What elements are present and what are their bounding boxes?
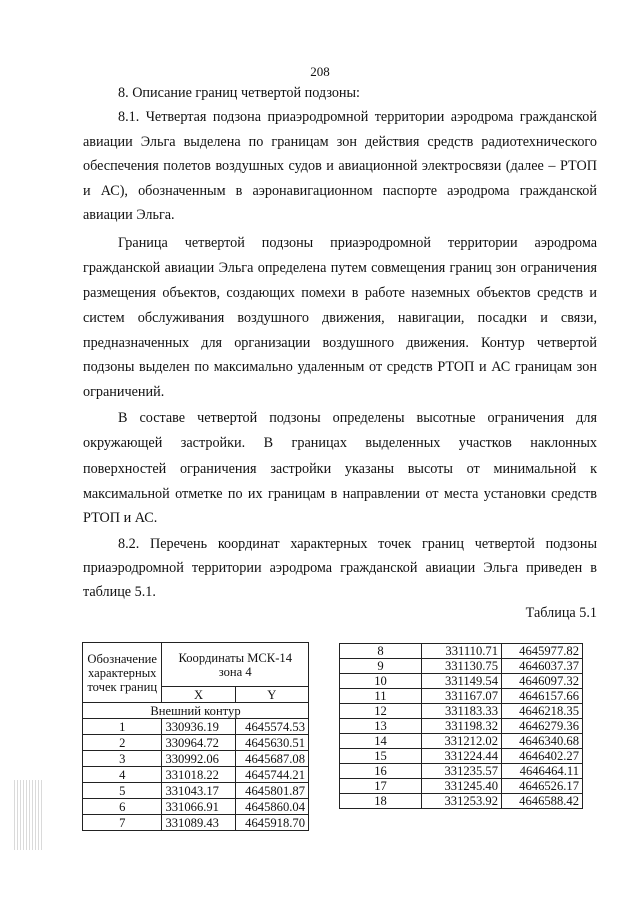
x-coordinate-cell: 331245.40 <box>422 779 502 794</box>
table-row <box>83 799 309 815</box>
point-number-cell: 8 <box>340 644 422 659</box>
coordinates-table-right <box>339 643 583 809</box>
table-row <box>83 815 309 831</box>
point-number-cell: 4 <box>83 767 162 783</box>
y-coordinate-cell: 4645744.21 <box>235 767 308 783</box>
y-coordinate-cell: 4646218.35 <box>502 704 583 719</box>
table-row <box>340 704 583 719</box>
x-coordinate-cell: 331253.92 <box>422 794 502 809</box>
x-coordinate-cell: 331167.07 <box>422 689 502 704</box>
y-coordinate-cell: 4645977.82 <box>502 644 583 659</box>
paragraph-line: предназначенных для организации воздушного движения. Контур четвертой <box>83 335 597 351</box>
x-coordinate-cell: 331212.02 <box>422 734 502 749</box>
y-coordinate-cell: 4646097.32 <box>502 674 583 689</box>
table-row <box>340 779 583 794</box>
x-coordinate-cell: 331018.22 <box>162 767 235 783</box>
table-row <box>83 719 309 735</box>
table-row <box>340 674 583 689</box>
paragraph-line: 8.2. Перечень координат характерных точек границ четвертой подзоны <box>118 536 597 552</box>
table-row <box>340 794 583 809</box>
paragraph-line: РТОП и АС. <box>83 510 158 526</box>
point-number-cell: 15 <box>340 749 422 764</box>
table-row <box>340 719 583 734</box>
y-coordinate-cell: 4645860.04 <box>235 799 308 815</box>
x-coordinate-cell: 331089.43 <box>162 815 235 831</box>
table-row <box>83 767 309 783</box>
paragraph-line: авиации Эльга выделена по границам зон действия средств радиотехнического <box>83 134 597 150</box>
x-coordinate-cell: 330964.72 <box>162 735 235 751</box>
x-coordinate-cell: 330992.06 <box>162 751 235 767</box>
point-number-cell: 17 <box>340 779 422 794</box>
y-coordinate-cell: 4646279.36 <box>502 719 583 734</box>
paragraph-line: поверхностей ограничения застройки указаны высоты от минимальной к <box>83 461 597 477</box>
point-number-cell: 6 <box>83 799 162 815</box>
scan-artifact <box>14 780 42 850</box>
point-number-cell: 10 <box>340 674 422 689</box>
paragraph-line: таблице 5.1. <box>83 584 156 600</box>
y-coordinate-cell: 4645574.53 <box>235 719 308 735</box>
point-number-cell: 11 <box>340 689 422 704</box>
point-number-cell: 18 <box>340 794 422 809</box>
table-row <box>340 644 583 659</box>
y-coordinate-cell: 4645801.87 <box>235 783 308 799</box>
y-coordinate-cell: 4646402.27 <box>502 749 583 764</box>
point-number-cell: 12 <box>340 704 422 719</box>
section-title: 8. Описание границ четвертой подзоны: <box>118 85 360 101</box>
y-coordinate-cell: 4645630.51 <box>235 735 308 751</box>
header-point: Обозначение характерных точек границ <box>83 643 162 703</box>
paragraph-line: окружающей застройки. В границах выделенных участков наклонных <box>83 435 597 451</box>
point-number-cell: 3 <box>83 751 162 767</box>
coordinates-table-left <box>82 642 309 831</box>
paragraph-line: подзоны выделен по максимально удаленным от средств РТОП и АС границам зон <box>83 359 597 375</box>
table-row <box>83 735 309 751</box>
y-coordinate-cell: 4646526.17 <box>502 779 583 794</box>
paragraph-line: и АС), обозначенным в аэронавигационном паспорте аэродрома гражданской <box>83 183 597 199</box>
x-coordinate-cell: 331130.75 <box>422 659 502 674</box>
y-coordinate-cell: 4646588.42 <box>502 794 583 809</box>
paragraph-line: Граница четвертой подзоны приаэродромной территории аэродрома <box>118 235 597 251</box>
point-number-cell: 9 <box>340 659 422 674</box>
x-coordinate-cell: 331235.57 <box>422 764 502 779</box>
y-coordinate-cell: 4645918.70 <box>235 815 308 831</box>
x-coordinate-cell: 331149.54 <box>422 674 502 689</box>
paragraph-line: гражданской авиации Эльга определена путем совмещения границ зон ограничения <box>83 260 597 276</box>
paragraph-line: приаэродромной территории аэродрома гражданской авиации Эльга приведен в <box>83 560 597 576</box>
paragraph-line: В составе четвертой подзоны определены высотные ограничения для <box>118 410 597 426</box>
table-row <box>340 764 583 779</box>
point-number-cell: 1 <box>83 719 162 735</box>
x-coordinate-cell: 331224.44 <box>422 749 502 764</box>
x-coordinate-cell: 331183.33 <box>422 704 502 719</box>
x-coordinate-cell: 330936.19 <box>162 719 235 735</box>
paragraph-line: обеспечения полетов воздушных судов и авиационной электросвязи (далее – РТОП <box>83 158 597 174</box>
paragraph-line: систем обслуживания воздушного движения, навигации, посадки и связи, <box>83 310 597 326</box>
x-coordinate-cell: 331110.71 <box>422 644 502 659</box>
page-number: 208 <box>310 64 330 79</box>
header-coords: Координаты МСК-14 зона 4 <box>162 643 309 687</box>
table-row <box>83 783 309 799</box>
table-caption: Таблица 5.1 <box>525 605 597 621</box>
paragraph-line: 8.1. Четвертая подзона приаэродромной территории аэродрома гражданской <box>118 109 597 125</box>
y-coordinate-cell: 4646464.11 <box>502 764 583 779</box>
section-label: Внешний контур <box>83 703 309 719</box>
paragraph-line: размещения объектов, создающих помехи в работе наземных объектов средств и <box>83 285 597 301</box>
x-coordinate-cell: 331198.32 <box>422 719 502 734</box>
table-row <box>340 689 583 704</box>
point-number-cell: 5 <box>83 783 162 799</box>
header-x: X <box>162 687 235 703</box>
y-coordinate-cell: 4646157.66 <box>502 689 583 704</box>
y-coordinate-cell: 4646037.37 <box>502 659 583 674</box>
table-row <box>340 749 583 764</box>
point-number-cell: 2 <box>83 735 162 751</box>
y-coordinate-cell: 4646340.68 <box>502 734 583 749</box>
point-number-cell: 7 <box>83 815 162 831</box>
table-row <box>340 659 583 674</box>
point-number-cell: 13 <box>340 719 422 734</box>
x-coordinate-cell: 331043.17 <box>162 783 235 799</box>
table-row <box>83 751 309 767</box>
header-y: Y <box>235 687 308 703</box>
paragraph-line: авиации Эльга. <box>83 207 175 223</box>
paragraph-line: ограничений. <box>83 384 165 400</box>
point-number-cell: 16 <box>340 764 422 779</box>
x-coordinate-cell: 331066.91 <box>162 799 235 815</box>
paragraph-line: максимальной отметке по их границам в направлении от места установки средств <box>83 486 597 502</box>
point-number-cell: 14 <box>340 734 422 749</box>
y-coordinate-cell: 4645687.08 <box>235 751 308 767</box>
table-row <box>340 734 583 749</box>
